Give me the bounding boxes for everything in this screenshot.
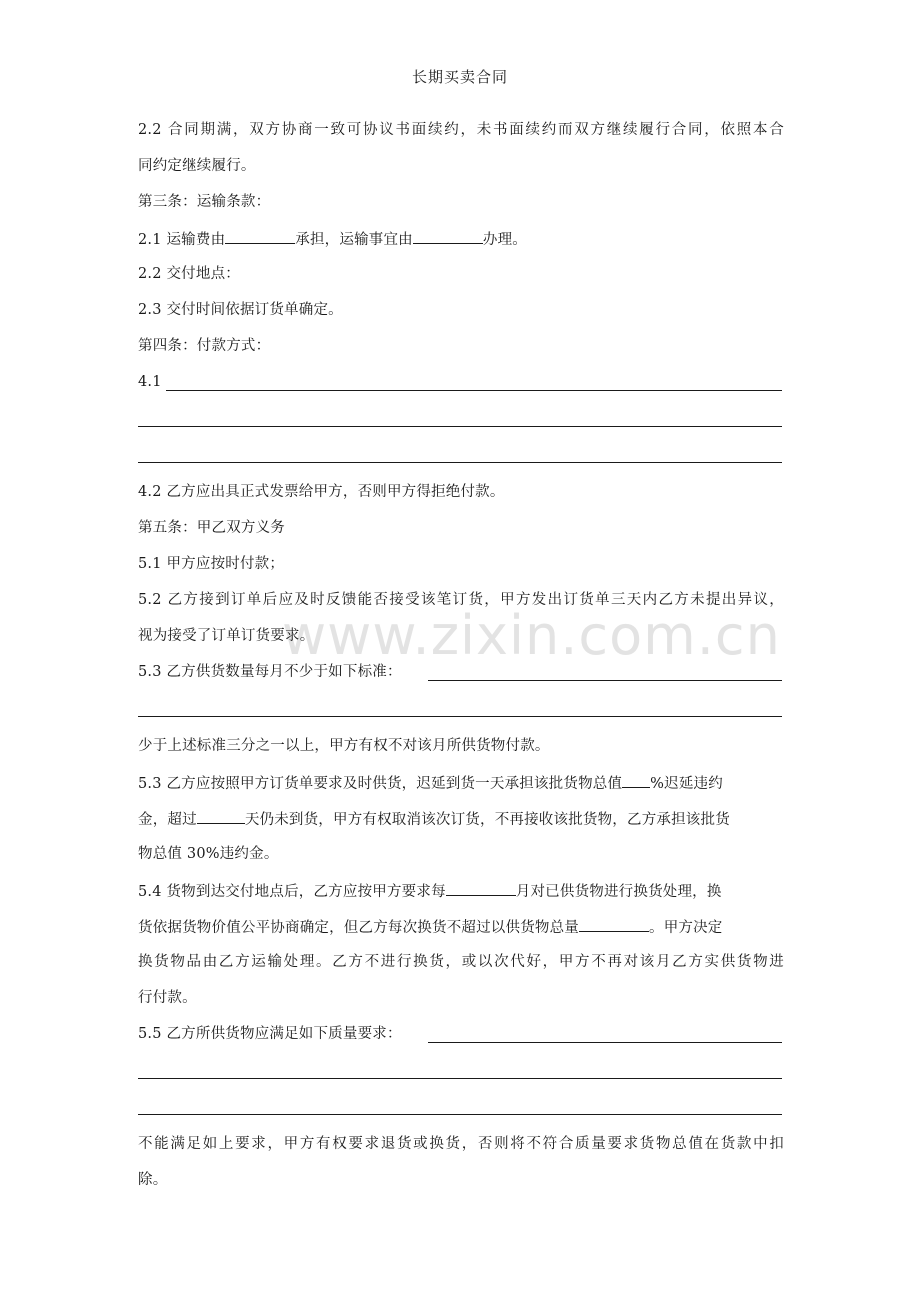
- clause-2-2-line-2: 同约定继续履行。: [138, 158, 256, 174]
- clause-5-2-line-1: 5.2 乙方接到订单后应及时反馈能否接受该笔订货，甲方发出订货单三天内乙方未提出异议，: [138, 592, 784, 608]
- clause-5-3-quantity-tail: 少于上述标准三分之一以上，甲方有权不对该月所供货物付款。: [138, 738, 550, 754]
- clause-5-2-line-2: 视为接受了订单订货要求。: [138, 628, 315, 644]
- fill-blank-freight-payer: [225, 228, 295, 244]
- article-3-heading: 第三条：运输条款：: [138, 194, 271, 210]
- watermark: www.zixin.com.cn: [282, 604, 781, 667]
- clause-5-3-delay-text-a: 5.3 乙方应按照甲方订货单要求及时供货，迟延到货一天承担该批货物总值: [138, 776, 623, 792]
- fill-line-4-1-2: [138, 426, 782, 427]
- clause-5-3-delay-text-c: 金，超过: [138, 812, 197, 828]
- clause-5-3-quantity: 5.3 乙方供货数量每月不少于如下标准：: [138, 664, 402, 680]
- clause-4-2: 4.2 乙方应出具正式发票给甲方，否则甲方得拒绝付款。: [138, 484, 505, 500]
- clause-5-4-line-3: 换货物品由乙方运输处理。乙方不进行换货，或以次代好，甲方不再对该月乙方实供货物进: [138, 954, 784, 970]
- article-5-heading: 第五条：甲乙双方义务: [138, 520, 285, 536]
- clause-5-4-text-d: 。甲方决定: [649, 920, 723, 936]
- clause-5-3-delay-text-b: %迟延违约: [650, 776, 723, 792]
- clause-5-3-delay-line-1: [138, 772, 784, 794]
- fill-blank-exchange-months: [446, 880, 516, 896]
- fill-line-5-5-3: [138, 1114, 782, 1115]
- fill-line-4-1-3: [138, 462, 782, 463]
- clause-2-1-part-c: 办理。: [482, 232, 527, 248]
- clause-5-3-delay-line-3: 物总值 30%违约金。: [138, 846, 279, 862]
- clause-2-1: [138, 228, 784, 250]
- fill-line-5-3-1: [428, 680, 782, 681]
- clause-5-3-delay-text-d: 天仍未到货，甲方有权取消该次订货，不再接收该批货物，乙方承担该批货: [244, 812, 730, 828]
- closing-line-1: 不能满足如上要求，甲方有权要求退货或换货，否则将不符合质量要求货物总值在货款中扣: [138, 1136, 784, 1152]
- clause-5-3-delay-line-2: [138, 808, 784, 830]
- page-title: 长期买卖合同: [411, 68, 508, 86]
- fill-line-5-3-2: [138, 716, 782, 717]
- article-4-heading: 第四条：付款方式：: [138, 338, 271, 354]
- fill-line-5-5-2: [138, 1078, 782, 1079]
- fill-line-5-5-1: [428, 1042, 782, 1043]
- fill-blank-transport-handler: [413, 228, 483, 244]
- clause-5-1: 5.1 甲方应按时付款；: [138, 556, 285, 572]
- clause-5-4-line-2: [138, 916, 784, 938]
- fill-blank-delay-days: [197, 808, 245, 824]
- clause-4-1-label: 4.1: [138, 374, 162, 390]
- clause-2-1-part-b: 承担，运输事宜由: [295, 232, 413, 248]
- closing-line-2: 除。: [138, 1172, 168, 1188]
- clause-5-4-text-c: 货依据货物价值公平协商确定，但乙方每次换货不超过以供货物总量: [138, 920, 579, 936]
- clause-5-4-line-4: 行付款。: [138, 990, 197, 1006]
- clause-5-4-text-a: 5.4 货物到达交付地点后，乙方应按甲方要求每: [138, 884, 446, 900]
- fill-line-4-1-1: [166, 390, 782, 391]
- clause-5-4-line-1: [138, 880, 784, 902]
- fill-blank-delay-percent: [622, 772, 650, 788]
- clause-2-2-line-1: 2.2 合同期满，双方协商一致可协议书面续约，未书面续约而双方继续履行合同，依照本合: [138, 122, 784, 138]
- clause-2-3: 2.3 交付时间依据订货单确定。: [138, 302, 343, 318]
- clause-2-2-delivery-place: 2.2 交付地点：: [138, 266, 240, 282]
- clause-5-5: 5.5 乙方所供货物应满足如下质量要求：: [138, 1026, 402, 1042]
- clause-2-1-part-a: 2.1 运输费由: [138, 232, 226, 248]
- fill-blank-exchange-cap: [579, 916, 649, 932]
- clause-5-4-text-b: 月对已供货物进行换货处理，换: [515, 884, 722, 900]
